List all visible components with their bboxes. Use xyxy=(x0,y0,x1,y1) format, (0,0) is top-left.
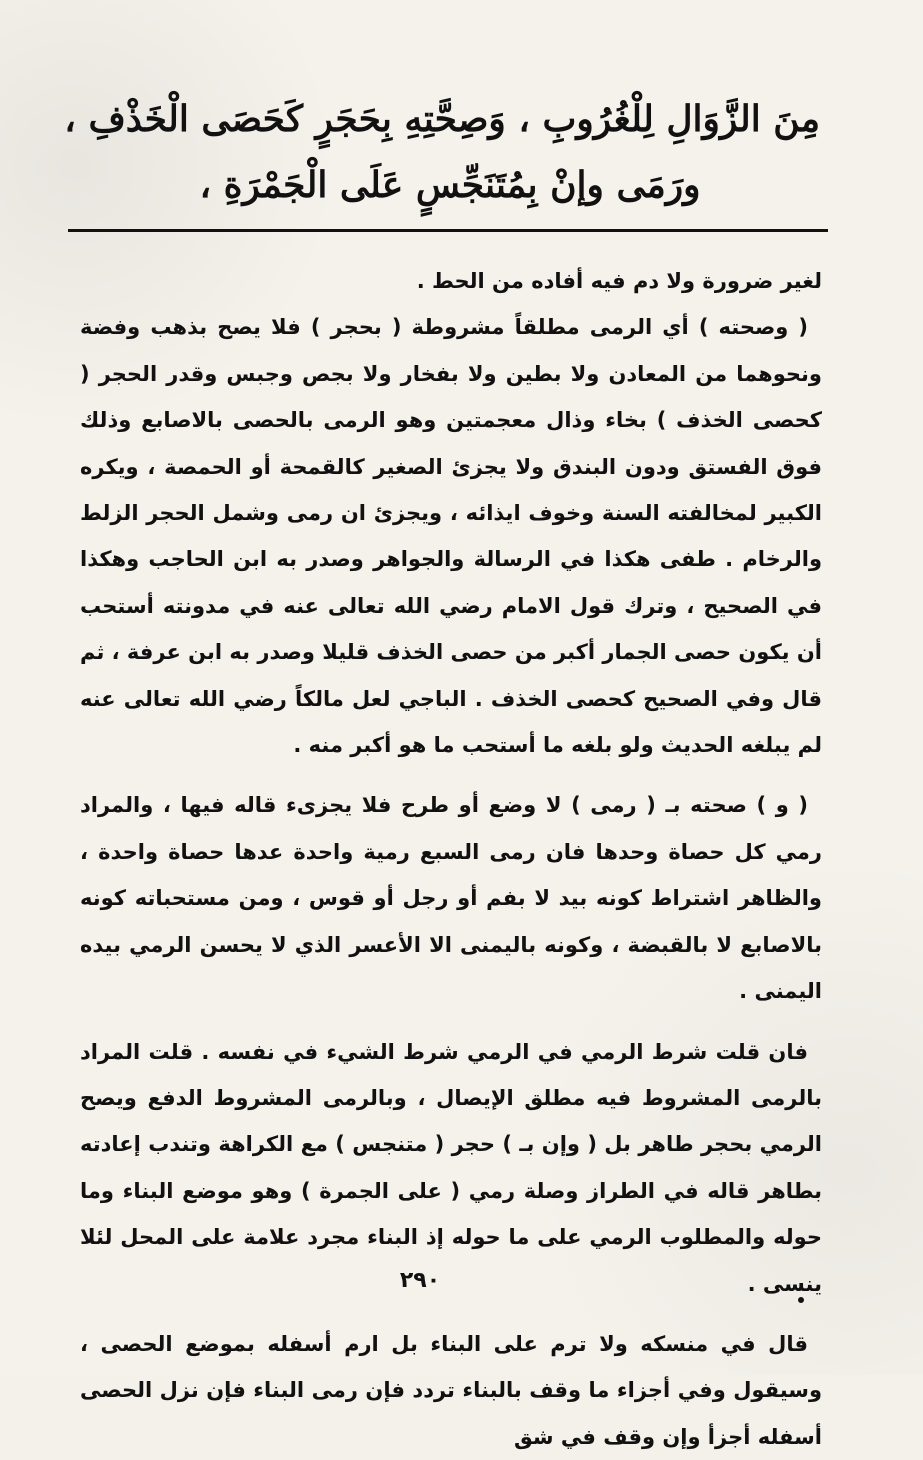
paragraph-3: ( و ) صحته بـ ( رمى ) لا وضع أو طرح فلا يجزىء قاله فيها ، والمراد رمي كل حصاة وحدها فان رمى السبع رمية واحدة عدها حصاة واحدة ، والظاهر اشتراط كونه بيد لا بفم أو رجل أو قوس ، ومن مستحباته كونه بالاصابع لا بالقبضة ، وكونه باليمنى الا الأعسر الذي لا يحسن الرمي بيده اليمنى . xyxy=(80,793,822,1004)
paragraph-4: فان قلت شرط الرمي في الرمي شرط الشيء في نفسه . قلت المراد بالرمى المشروط فيه مطلق الإيصال ، وبالرمى المشروط الدفع ويصح الرمي بحجر طاهر بل ( وإن بـ ) حجر ( متنجس ) مع الكراهة وتندب إعادته بطاهر قاله في الطراز وصلة رمي ( على الجمرة ) وهو موضع البناء وما حوله والمطلوب الرمي على ما حوله إذ البناء مجرد علامة على المحل لئلا ينسى . xyxy=(80,1039,822,1296)
verse-line-1: مِنَ الزَّوَالِ لِلْغُرُوبِ ، وَصِحَّتِهِ بِحَجَرٍ كَحَصَى الْخَذْفِ ، xyxy=(64,98,820,140)
page-number: ٢٩٠ xyxy=(399,1268,441,1293)
paragraph-2: ( وصحته ) أي الرمى مطلقاً مشروطة ( بحجر ) فلا يصح بذهب وفضة ونحوهما من المعادن ولا بطين ولا بفخار ولا بجص وجبس وقدر الحجر ( كحصى الخذف ) بخاء وذال معجمتين وهو الرمى بالحصى بالاصابع وذلك فوق الفستق ودون البندق ولا يجزئ الصغير كالقمحة أو الحمصة ، ويكره الكبير لمخالفته السنة وخوف ايذائه ، ويجزئ ان رمى وشمل الحجر الزلط والرخام . طفى هكذا في الرسالة والجواهر وصدر به ابن الحاجب وهكذا في الصحيح ، وترك قول الامام رضي الله تعالى عنه في مدونته أستحب أن يكون حصى الجمار أكبر من حصى الخذف قليلا وصدر به ابن عرفة ، ثم قال وفي الصحيح كحصى الخذف . الباجي لعل مالكاً رضي الله تعالى عنه لم يبلغه الحديث ولو بلغه ما أستحب ما هو أكبر منه . xyxy=(79,315,822,758)
paragraph-1: لغير ضرورة ولا دم فيه أفاده من الحط . xyxy=(416,269,822,293)
separator-rule xyxy=(68,229,828,232)
ink-dot xyxy=(798,1297,804,1303)
verse-line-2: ورَمَى وإنْ بِمُتَنَجِّسٍ عَلَى الْجَمْرَةِ ، xyxy=(199,164,701,206)
paragraph-5: قال في منسكه ولا ترم على البناء بل ارم أسفله بموضع الحصى ، وسيقول وفي أجزاء ما وقف بالبناء تردد فإن رمى البناء فإن نزل الحصى أسفله أجزأ وإن وقف في شق xyxy=(80,1331,822,1449)
